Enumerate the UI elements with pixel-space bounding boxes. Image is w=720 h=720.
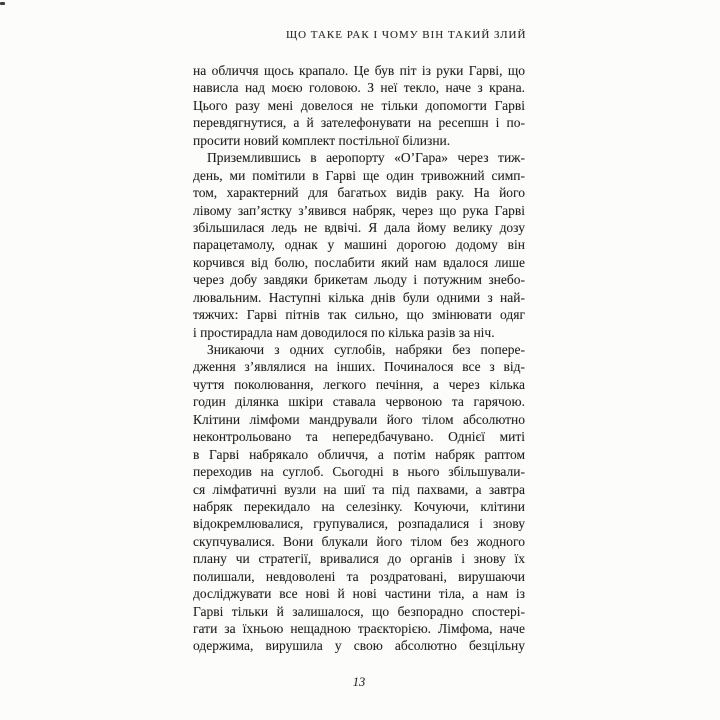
text-line: нависла над моєю головою. З неї текло, наче з крана. bbox=[193, 80, 525, 96]
text-line: том, характерний для багатьох видів раку. На його bbox=[193, 185, 525, 201]
page-number: 13 bbox=[352, 675, 366, 689]
body-text bbox=[193, 62, 525, 655]
text-line: просити новий комплект постільної білизни. bbox=[193, 132, 451, 148]
text-line: Гарві тільки й залишалося, що безпорадно спостері- bbox=[193, 603, 525, 619]
text-line: в Гарві набрякало обличчя, а потім набряк раптом bbox=[193, 446, 525, 462]
text-line: плану чи стратегії, вривалися до органів і знову їх bbox=[193, 551, 525, 567]
running-header: ЩО ТАКЕ РАК І ЧОМУ ВІН ТАКИЙ ЗЛИЙ bbox=[286, 29, 527, 41]
text-line: гати за їхньою нещадною траєкторією. Лімфома, наче bbox=[193, 621, 525, 636]
text-line: корчився від болю, послабити який нам вдалося лише bbox=[193, 254, 525, 270]
text-line: годин ділянка шкіри ставала червоною та гарячою. bbox=[193, 394, 525, 410]
text-line: і простирадла нам доводилося по кілька разів за ніч. bbox=[193, 324, 495, 340]
text-line: досліджувати все нові й нові частини тіла, а нам із bbox=[193, 586, 525, 602]
text-line: тяжчих: Гарві пітнів так сильно, що змінювати одяг bbox=[193, 307, 525, 323]
text-line: перевдягнутися, а й зателефонувати на ресепшн і по- bbox=[193, 115, 525, 131]
scan-artifact bbox=[0, 2, 5, 5]
text-line: скупчувалися. Вони блукали його тілом без жодного bbox=[193, 533, 525, 549]
text-line: чуття поколювання, легкого печіння, а через кілька bbox=[193, 376, 525, 392]
text-line: збільшилася ледь не вдвічі. Я дала йому велику дозу bbox=[193, 219, 525, 235]
text-line: набряк перекидало на селезінку. Кочуючи, клітини bbox=[193, 498, 525, 514]
text-line: парацетамолу, однак у машині дорогою додому він bbox=[193, 237, 525, 253]
text-line: на обличчя щось крапало. Це був піт із руки Гарві, що bbox=[193, 63, 525, 78]
text-line: одержима, вирушила у свою абсолютно безцільну bbox=[193, 638, 525, 654]
text-line: день, ми помітили в Гарві ще один тривожний симп- bbox=[193, 167, 525, 183]
text-line: Приземлившись в аеропорту «О’Гара» через тиж- bbox=[207, 150, 525, 166]
text-line: через добу завдяки брикетам льоду і потужним знебо- bbox=[193, 272, 525, 288]
text-line: Зникаючи з одних суглобів, набряки без попере- bbox=[207, 342, 525, 357]
text-line: Цього разу мені довелося не тільки допомогти Гарві bbox=[193, 97, 525, 113]
text-line: неконтрольовано та непередбачувано. Однієї миті bbox=[193, 429, 525, 445]
text-line: лювальним. Наступні кілька днів були одними з най- bbox=[193, 289, 525, 305]
text-line: переходив на суглоб. Сьогодні в нього збільшували- bbox=[193, 464, 525, 480]
text-line: полишали, невдоволені та роздратовані, вирушаючи bbox=[193, 568, 525, 584]
text-line: дження з’являлися на інших. Починалося все з від- bbox=[193, 359, 525, 375]
text-line: ся лімфатичні вузли на шиї та під пахвами, а завтра bbox=[193, 481, 525, 497]
text-line: Клітини лімфоми мандрували його тілом абсолютно bbox=[193, 411, 525, 427]
text-line: лівому зап’ястку з’явився набряк, через що рука Гарві bbox=[193, 202, 525, 218]
text-line: відокремлювалися, групувалися, розпадалися і знову bbox=[193, 516, 525, 532]
